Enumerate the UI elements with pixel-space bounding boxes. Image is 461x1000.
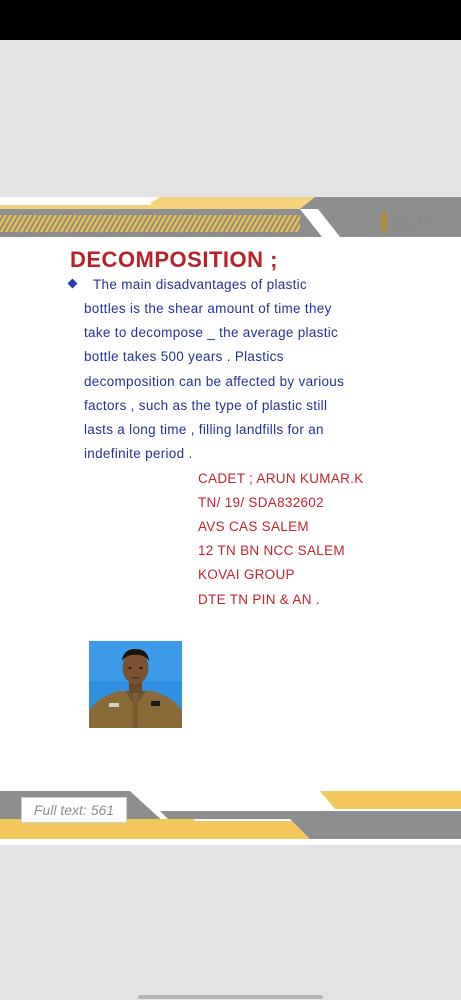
credit-line: KOVAI GROUP: [198, 567, 295, 582]
paragraph-line: bottle takes 500 years . Plastics: [84, 349, 284, 364]
cadet-photo: [89, 641, 182, 728]
credit-line: CADET ; ARUN KUMAR.K: [198, 471, 364, 486]
paragraph-line: indefinite period .: [84, 446, 193, 461]
paragraph-line: The main disadvantages of plastic: [93, 277, 308, 292]
brand-logo: [379, 206, 435, 234]
paragraph-line: take to decompose _ the average plastic: [84, 325, 339, 340]
post-image[interactable]: [0, 197, 461, 845]
paragraph-line: factors , such as the type of plastic still: [84, 398, 328, 413]
brand-name-line1: BULLET: [391, 213, 430, 223]
bullet-point-icon: [68, 279, 78, 289]
credit-line: DTE TN PIN & AN .: [198, 592, 320, 607]
bullet-icon: [381, 210, 387, 232]
brand-name-line2: ANGEL: [391, 222, 425, 232]
paragraph-line: decomposition can be affected by various: [84, 374, 345, 389]
credit-line: AVS CAS SALEM: [198, 519, 309, 534]
credit-line: TN/ 19/ SDA832602: [198, 495, 324, 510]
status-bar: [0, 0, 461, 40]
paragraph-line: bottles is the shear amount of time they: [84, 301, 332, 316]
home-indicator[interactable]: [138, 995, 323, 999]
paragraph-line: lasts a long time , filling landfills for an: [84, 422, 324, 437]
credit-line: 12 TN BN NCC SALEM: [198, 543, 345, 558]
post-heading: DECOMPOSITION ;: [70, 247, 278, 272]
full-text-badge[interactable]: Full text: 561: [21, 797, 127, 823]
